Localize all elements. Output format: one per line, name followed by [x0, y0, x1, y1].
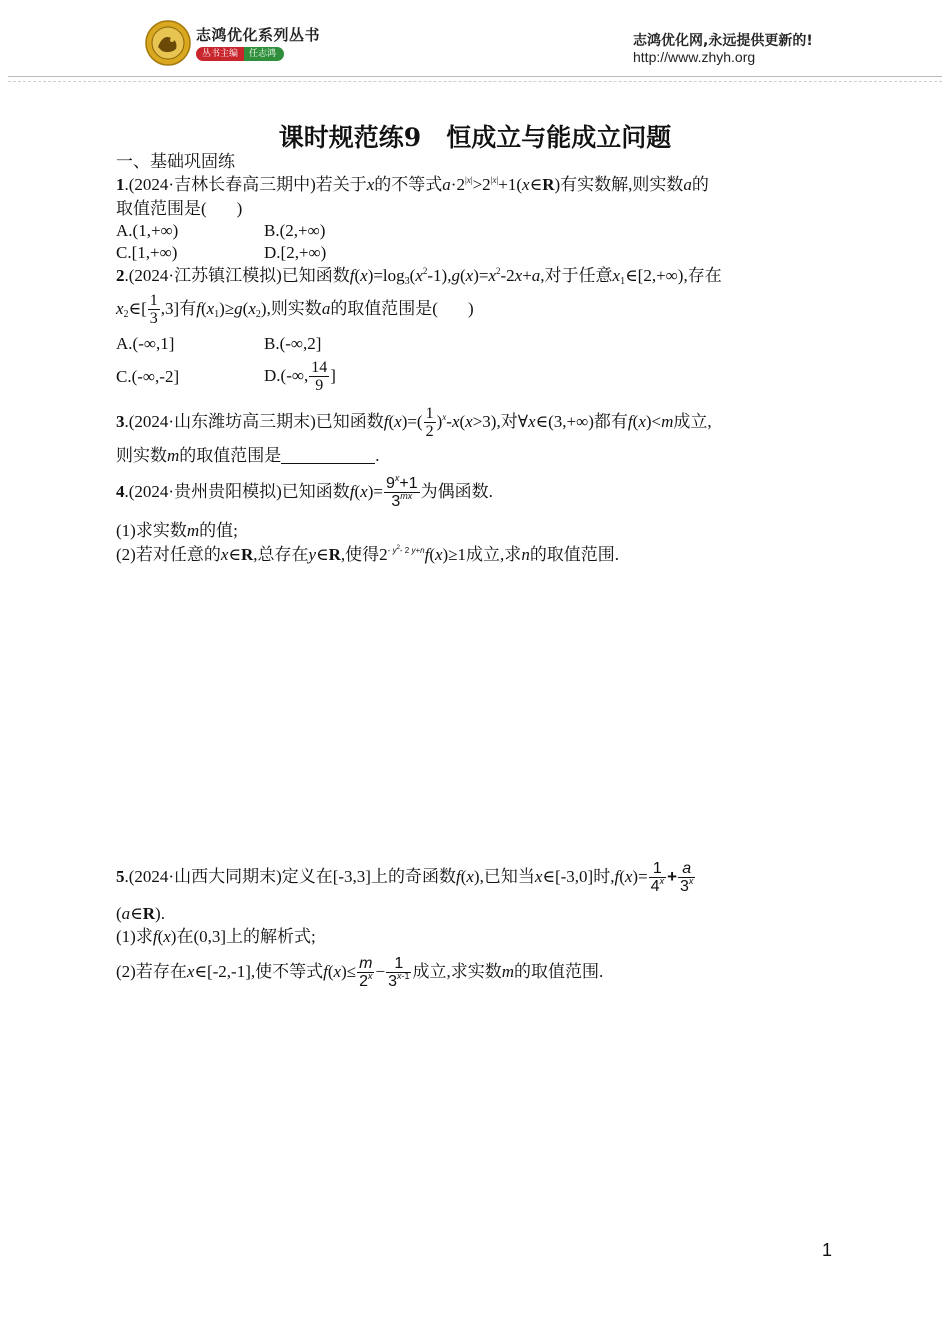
q2-text: ,对于任意 — [540, 266, 613, 285]
q5-text: 成立,求实数 — [412, 962, 502, 981]
slogan: 志鸿优化网,永远提供更新的! — [633, 33, 813, 49]
q2-text: 有 — [179, 299, 197, 318]
q3-text: ,对∀ — [496, 412, 528, 431]
q4-text: 已知函数 — [281, 482, 350, 501]
q4-text: ,使得 — [340, 545, 380, 564]
editor-badge — [196, 47, 284, 61]
site-url[interactable]: http://www.zhyh.org — [633, 49, 756, 65]
q1-text: 有实数解,则实数 — [560, 175, 684, 194]
page-title: 课时规范练9 恒成立与能成立问题 — [278, 123, 672, 152]
q3-text: ∈(3,+∞)都有 — [535, 412, 628, 431]
q1-text: 若关于 — [315, 175, 367, 194]
q1-text: 取值范围是( — [116, 199, 207, 218]
q1-text: 的不等式 — [374, 175, 443, 194]
fraction-1-over-3x-1: $\frac{1}{3^{x-1}}$ — [388, 955, 410, 991]
q2-text: ) — [467, 299, 474, 318]
q2-text: ∈[2,+∞),存在 — [625, 266, 722, 285]
fraction-a-over-3x: $\frac{a}{3^x}$ — [680, 860, 694, 896]
var-a: a — [442, 175, 451, 194]
q3-text: 的取值范围是 — [179, 446, 282, 465]
series-name: 志鸿优化系列丛书 — [196, 26, 321, 44]
q4-text: (1)求实数 — [116, 521, 187, 540]
q4-text: (2)若对任意的 — [116, 545, 221, 564]
exp: |x| — [464, 175, 473, 185]
q4-source: .(2024·贵州贵阳模拟) — [124, 482, 282, 501]
q5-text: 定义在[-3,3]上的奇函数 — [281, 867, 456, 886]
q2-source: .(2024·江苏镇江模拟) — [124, 266, 282, 285]
q4-text: ,总存在 — [253, 545, 309, 564]
q5-part2: (2)若存在x∈[-2,-1],使不等式f(x)≤ $\frac{m}{2^x}$ − $\frac{1}{3^{x-1}}$ 成立,求实数m的取值范围. — [116, 955, 604, 991]
q2-line2: $x_2\in$[ $\frac{1}{3}$ ,3]有$f(x_1)\ge g(x_2)$,则实数a的取值范围是( ) — [116, 292, 474, 328]
q1-text: 的 — [691, 175, 709, 194]
q5-part1: (1)求f(x)在(0,3]上的解析式; — [116, 927, 316, 946]
q1-math: ·2 — [450, 175, 465, 194]
q1-text: ) — [236, 199, 243, 218]
exp: |x| — [490, 175, 499, 185]
q1-number: 1 — [116, 175, 125, 194]
q3-number: 3 — [116, 412, 125, 431]
header — [0, 0, 950, 84]
q5-source: .(2024·山西大同期末) — [124, 867, 282, 886]
page-number: 1 — [822, 1240, 833, 1260]
header-divider — [8, 76, 942, 77]
zhihong-logo-icon — [145, 20, 191, 66]
q3-line1: 3.(2024·山东潍坊高三期末)已知函数f(x)=( $\frac{1}{2}$ )$^x$-x(x>3),对∀x∈(3,+∞)都有f(x)<m成立, — [116, 405, 712, 441]
q3-text: 已知函数 — [315, 412, 384, 431]
q2-option-a[interactable]: A.(-∞,1] — [116, 334, 175, 353]
q3-text: 成立, — [673, 412, 712, 431]
q2-text: ,则实数 — [266, 299, 322, 318]
q1-option-d[interactable]: D.[2,+∞) — [264, 243, 327, 262]
q5-line1: 5.(2024·山西大同期末)定义在[-3,3]上的奇函数f(x),已知当x∈[-3,0]时,f(x)= $\frac{1}{4^x}$ + $\frac{a}{3^x}$ — [116, 860, 694, 896]
fraction-q4-f: $\frac{9^x+1}{3^{mx}}$ — [385, 473, 418, 511]
q2-option-d-text: D.(-∞, — [264, 366, 309, 385]
q5-text: 的取值范围. — [514, 962, 604, 981]
q1-option-b[interactable]: B.(2,+∞) — [264, 221, 326, 240]
fraction-one-third: $\frac{1}{3}$ — [149, 292, 158, 328]
q1-source: .(2024·吉林长春高三期中) — [124, 175, 316, 194]
editor-name: 任志鸿 — [244, 47, 284, 61]
q1-option-c[interactable]: C.[1,+∞) — [116, 243, 178, 262]
fraction-1-over-4x: $\frac{1}{4^x}$ — [650, 860, 665, 896]
q3-source: .(2024·山东潍坊高三期末) — [124, 412, 316, 431]
answer-blank[interactable] — [281, 447, 375, 464]
header-divider-dashed — [8, 81, 942, 82]
q4-part2: (2)若对任意的x∈R,总存在y∈R,使得$2^{- y^2- 2 y+n}f(x)\ge 1$成立,求n的取值范围. — [116, 545, 620, 564]
q1-option-a[interactable]: A.(1,+∞) — [116, 221, 179, 240]
q4-text: 的取值范围. — [529, 545, 620, 564]
q4-text: 的值; — [199, 521, 238, 540]
q5-text: ) — [155, 904, 161, 923]
q2-option-b[interactable]: B.(-∞,2] — [264, 334, 322, 353]
q1-line1: 1.(2024·吉林长春高三期中)若关于x的不等式$a\cdot 2^{|x|}>2^{|x|}+1(x\in R)$有实数解,则实数a的 — [116, 175, 709, 194]
fraction-m-over-2x: $\frac{m}{2^x}$ — [359, 955, 373, 991]
fraction-14-9: $\frac{14}{9}$ — [311, 359, 328, 395]
q2-option-c[interactable]: C.(-∞,-2] — [116, 367, 180, 386]
q2-option-d[interactable]: D.(-∞, $\frac{14}{9}$ ] — [264, 359, 336, 395]
q4-text: 为偶函数. — [420, 482, 493, 501]
q5-text: ∈[-3,0]时, — [542, 867, 615, 886]
var-x: x — [366, 175, 375, 194]
q4-part1: (1)求实数m的值; — [116, 521, 238, 540]
q4-text: ≥1成立,求 — [448, 545, 522, 564]
q5-text: ,已知当 — [479, 867, 535, 886]
q5-number: 5 — [116, 867, 125, 886]
q5-text: (2)若存在 — [116, 962, 187, 981]
section-heading: 一、基础巩固练 — [116, 152, 235, 171]
q3-text: . — [375, 446, 380, 465]
q3-text: 则实数 — [116, 446, 167, 465]
q5-text: ∈[-2,-1],使不等式 — [194, 962, 324, 981]
q2-text: 的取值范围是( — [330, 299, 438, 318]
fraction-one-half: $\frac{1}{2}$ — [425, 405, 434, 441]
q4-number: 4 — [116, 482, 125, 501]
q2-number: 2 — [116, 266, 125, 285]
q3-line2: 则实数m的取值范围是 . — [116, 446, 380, 465]
editor-label: 丛书主编 — [196, 47, 244, 61]
q5-text: (1)求 — [116, 927, 153, 946]
q2-line1: 2.(2024·江苏镇江模拟)已知函数$f(x)=\log_3(x^2-1),g(x)=x^2-2x+a$,对于任意$x_1\in[2,+\infty)$,存在 — [116, 266, 722, 287]
q5-line2: (a∈R). — [116, 904, 165, 923]
q5-text: 在(0,3]上的解析式; — [176, 927, 316, 946]
q2-text: 已知函数 — [281, 266, 350, 285]
q1-line2 — [116, 198, 242, 220]
q4-line1: 4.(2024·贵州贵阳模拟)已知函数f(x)= $\frac{9^x+1}{3^{mx}}$ 为偶函数. — [116, 473, 493, 511]
var-a: a — [683, 175, 692, 194]
